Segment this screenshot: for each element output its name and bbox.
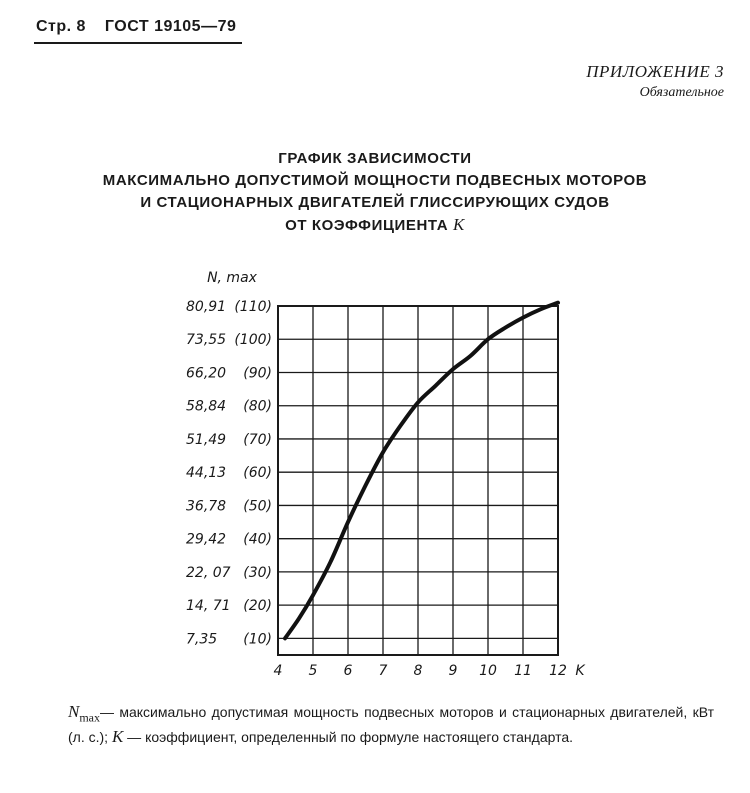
y-tick-label-kw: 22, 07 xyxy=(186,564,231,581)
y-axis-label: N, max xyxy=(207,270,257,286)
note-n-subscript: max xyxy=(79,710,101,725)
page-label: Стр. 8 xyxy=(36,18,86,35)
title-line-1: ГРАФИК ЗАВИСИМОСТИ xyxy=(278,150,472,167)
x-tick-label: 10 xyxy=(479,663,497,679)
y-tick-label-kw: 66,20 xyxy=(186,365,227,382)
y-tick-label-kw: 58,84 xyxy=(186,398,227,415)
y-tick-label-hp: (30) xyxy=(243,564,272,581)
note-text-1: — максимально допустимая мощность подвесных моторов и стационарных двигателей, кВт (л. с.); xyxy=(68,704,714,746)
y-tick-label-hp: (40) xyxy=(243,531,272,548)
y-tick-label-kw: 14, 71 xyxy=(186,598,231,615)
y-tick-label-kw: 29,42 xyxy=(186,531,227,548)
note-k-variable: K xyxy=(111,727,124,747)
note-text-2: — коэффициент, определенный по формуле настоящего стандарта. xyxy=(123,729,574,746)
y-tick-label-hp: (100) xyxy=(234,332,272,349)
y-tick-label-kw: 44,13 xyxy=(186,465,227,482)
y-tick-label-kw: 7,35 xyxy=(186,631,218,648)
y-tick-label-hp: (70) xyxy=(243,431,272,448)
appendix-title: ПРИЛОЖЕНИЕ 3 xyxy=(586,62,724,81)
x-tick-label: 5 xyxy=(308,663,318,679)
title-line-2: МАКСИМАЛЬНО ДОПУСТИМОЙ МОЩНОСТИ ПОДВЕСНЫХ МОТОРОВ xyxy=(102,172,648,189)
title-line-3: И СТАЦИОНАРНЫХ ДВИГАТЕЛЕЙ ГЛИССИРУЮЩИХ СУДОВ xyxy=(140,194,610,211)
y-tick-label-hp: (50) xyxy=(243,498,272,515)
legend-note xyxy=(68,702,714,747)
x-tick-label: 9 xyxy=(448,663,458,679)
y-tick-label-kw: 51,49 xyxy=(186,431,227,448)
y-tick-label-kw: 80,91 xyxy=(186,299,227,315)
x-axis-label: K xyxy=(575,663,585,679)
title-line-4-prefix: ОТ КОЭФФИЦИЕНТА xyxy=(285,217,449,234)
x-tick-label: 11 xyxy=(514,663,532,679)
note-n-variable xyxy=(68,702,101,725)
series-line-nmax xyxy=(285,303,558,639)
standard-number: ГОСТ 19105—79 xyxy=(104,18,237,35)
x-tick-label: 8 xyxy=(413,663,423,679)
x-tick-label: 6 xyxy=(343,663,353,679)
appendix-subtitle: Обязательное xyxy=(639,85,724,100)
y-tick-label-hp: (110) xyxy=(234,299,272,315)
note-n-symbol: N xyxy=(68,702,80,721)
y-tick-label-hp: (10) xyxy=(243,631,272,648)
y-tick-label-hp: (20) xyxy=(243,598,272,615)
y-tick-label-kw: 73,55 xyxy=(186,332,227,349)
x-tick-label: 4 xyxy=(273,663,283,679)
y-tick-label-hp: (60) xyxy=(243,465,272,482)
x-tick-label: 7 xyxy=(378,663,388,679)
y-tick-label-hp: (90) xyxy=(243,365,272,382)
x-tick-label: 12 xyxy=(549,663,567,679)
y-tick-label-kw: 36,78 xyxy=(186,498,227,515)
title-k-variable: K xyxy=(452,215,465,234)
y-tick-label-hp: (80) xyxy=(243,398,272,415)
